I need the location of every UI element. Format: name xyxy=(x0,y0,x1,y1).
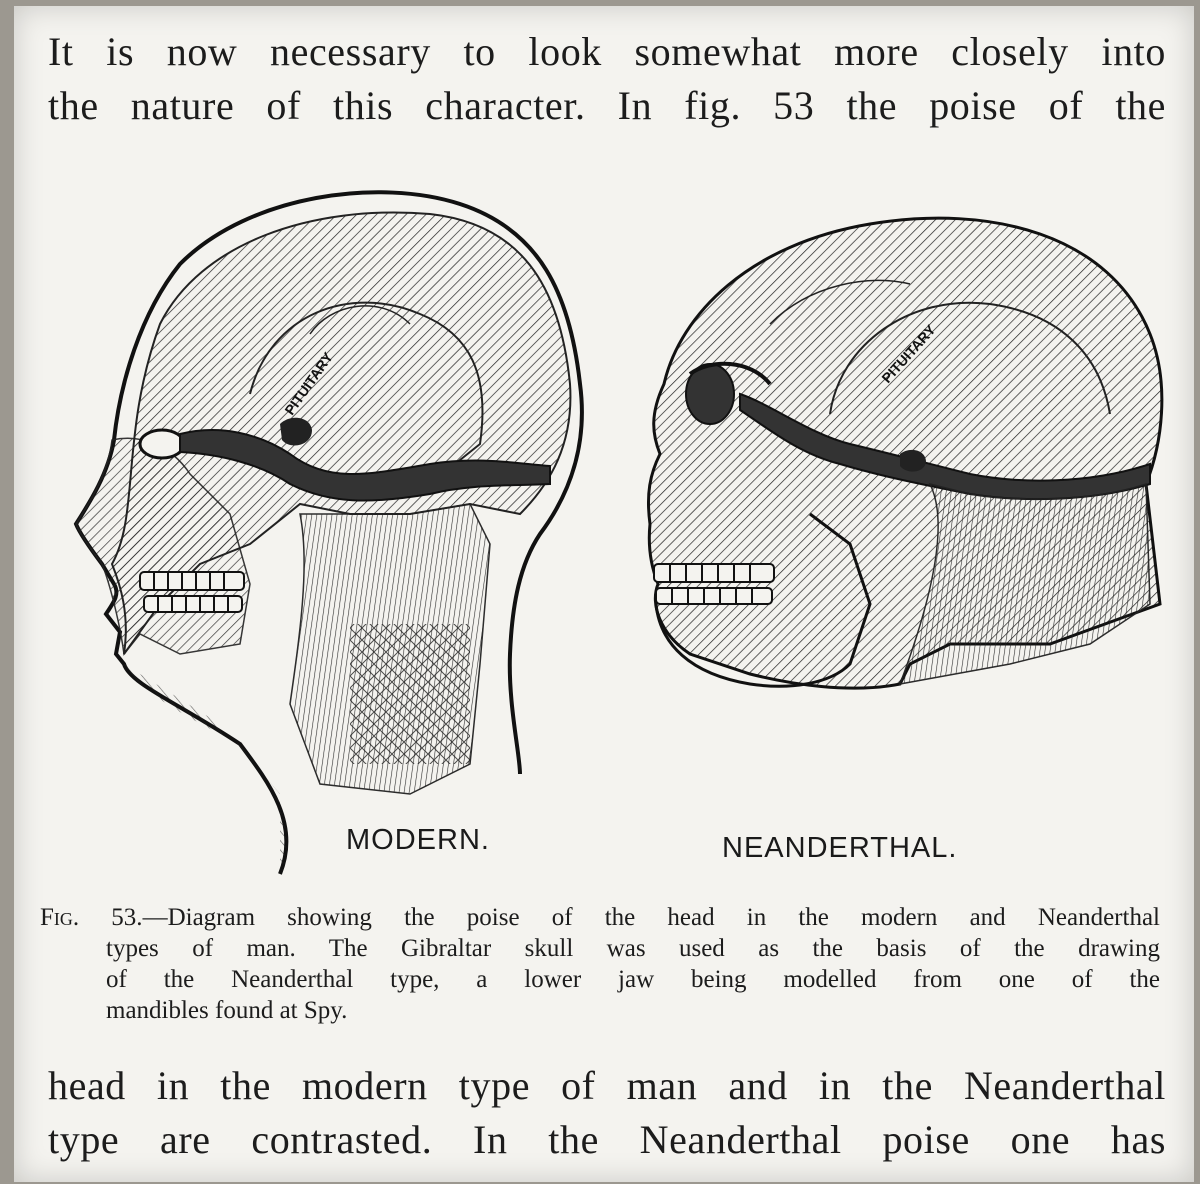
modern-head xyxy=(76,192,582,874)
caption-line-1 xyxy=(40,902,1160,933)
label-neanderthal: NEANDERTHAL. xyxy=(722,832,958,864)
body-text-line-3: head in the modern type of man and in the Neanderthal xyxy=(48,1063,1166,1108)
body-text-line-4: type are contrasted. In the Neanderthal poise one has xyxy=(48,1117,1166,1162)
caption-line-2: types of man. The Gibraltar skull was used as the basis of the drawing xyxy=(106,935,1160,962)
modern-pituitary-label: PITUITARY xyxy=(281,349,336,418)
body-text-line-1: It is now necessary to look somewhat more closely into xyxy=(48,29,1166,74)
body-text-line-2: the nature of this character. In fig. 53 the poise of the xyxy=(48,83,1166,128)
caption-line-4: mandibles found at Spy. xyxy=(106,997,348,1024)
head-diagram xyxy=(50,184,1170,884)
caption-fig-label: Fig. 53. xyxy=(40,904,143,931)
neanderthal-pituitary-label: PITUITARY xyxy=(878,321,939,387)
neanderthal-head xyxy=(648,218,1161,688)
figure-53 xyxy=(50,184,1170,884)
caption-line-3: of the Neanderthal type, a lower jaw being modelled from one of the xyxy=(106,966,1160,993)
label-modern: MODERN. xyxy=(346,824,490,856)
book-page xyxy=(14,6,1194,1182)
figure-caption xyxy=(40,902,1160,1026)
caption-text-1: Diagram showing the poise of the head in the modern and Neanderthal xyxy=(167,904,1160,931)
caption-dash: — xyxy=(142,904,168,931)
